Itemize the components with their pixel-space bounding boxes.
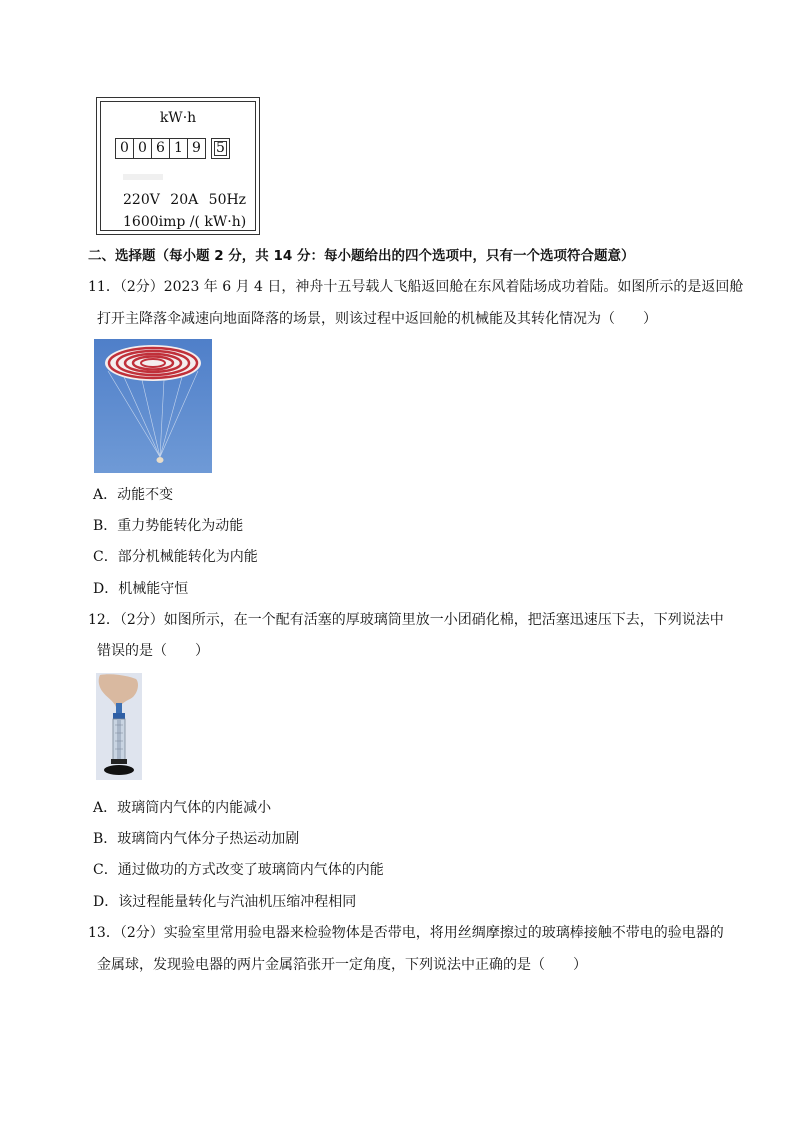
meter-digit: 9	[187, 138, 206, 159]
q12-option-a: A．玻璃筒内气体的内能减小	[93, 800, 272, 816]
cylinder-base-icon	[104, 765, 134, 775]
meter-digit: 0	[115, 138, 134, 159]
question-13-line-1: 13．（2分）实验室里常用验电器来检验物体是否带电，将用丝绸摩擦过的玻璃棒接触不带电的验电器的	[88, 925, 724, 941]
question-12-line-2: 错误的是（ ）	[97, 643, 209, 659]
q12-option-d: D．该过程能量转化与汽油机压缩冲程相同	[93, 894, 357, 910]
meter-digit: 0	[133, 138, 152, 159]
meter-digit-decimal: 5	[211, 138, 230, 159]
meter-inner-frame	[100, 101, 256, 231]
meter-spec-voltage: 220V 20A 50Hz	[123, 192, 247, 208]
q11-option-b: B．重力势能转化为动能	[93, 518, 244, 534]
electric-meter-figure	[96, 97, 260, 235]
meter-smudge	[123, 174, 163, 180]
question-11-line-2: 打开主降落伞减速向地面降落的场景，则该过程中返回舱的机械能及其转化情况为（ ）	[97, 311, 657, 327]
q11-option-a: A．动能不变	[93, 487, 174, 503]
question-13-line-2: 金属球，发现验电器的两片金属箔张开一定角度，下列说法中正确的是（ ）	[97, 957, 587, 973]
meter-digits	[115, 138, 229, 159]
section-heading: 二、选择题（每小题 2 分，共 14 分：每小题给出的四个选项中，只有一个选项符合题意）	[88, 248, 635, 264]
meter-digit: 6	[151, 138, 170, 159]
meter-unit: kW·h	[159, 110, 197, 126]
q11-option-c: C．部分机械能转化为内能	[93, 549, 258, 565]
q12-option-b: B．玻璃筒内气体分子热运动加剧	[93, 831, 300, 847]
parachute-capsule-image	[94, 339, 212, 473]
capsule-icon	[157, 457, 164, 463]
glass-cylinder-piston-image	[96, 673, 142, 780]
meter-digit: 1	[169, 138, 188, 159]
q11-option-d: D．机械能守恒	[93, 581, 189, 597]
parachute-canopy-icon	[105, 345, 201, 381]
question-11-line-1: 11．（2分）2023 年 6 月 4 日，神舟十五号载人飞船返回舱在东风着陆场成功着陆。如图所示的是返回舱	[88, 279, 744, 295]
q12-option-c: C．通过做功的方式改变了玻璃筒内气体的内能	[93, 862, 384, 878]
question-12-line-1: 12．（2分）如图所示，在一个配有活塞的厚玻璃筒里放一小团硝化棉，把活塞迅速压下去，下列说法中	[88, 612, 724, 628]
meter-spec-imp: 1600imp /( kW·h)	[123, 214, 247, 230]
